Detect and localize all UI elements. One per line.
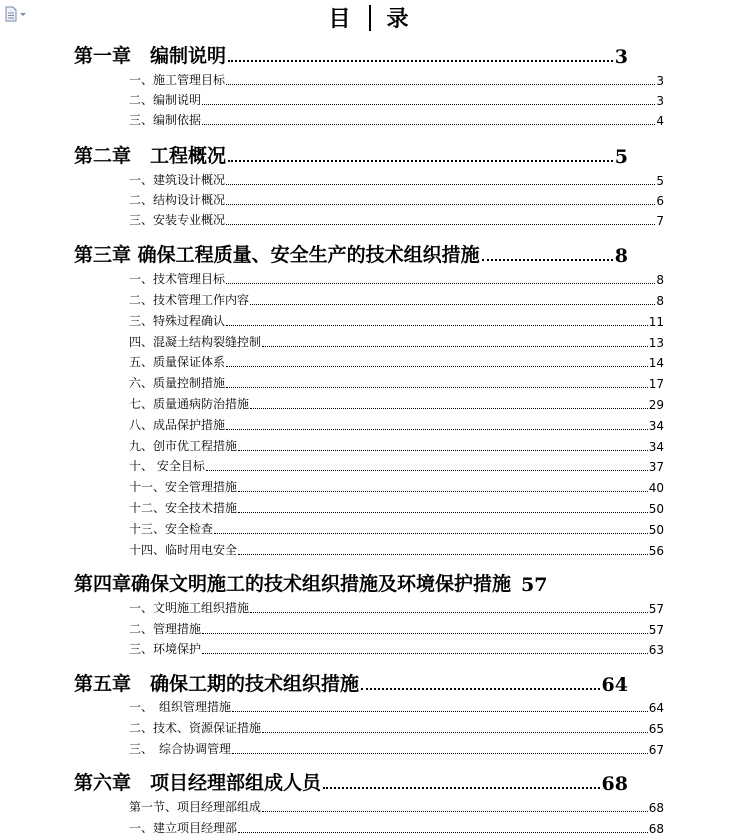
dot-leader: [202, 633, 648, 634]
text-cursor: [369, 5, 371, 31]
dot-leader: [226, 184, 655, 185]
entry-title: 三、安装专业概况: [129, 213, 226, 227]
dot-leader: [202, 104, 655, 105]
dot-leader: [238, 450, 648, 451]
entry-title: 一、建筑设计概况: [129, 173, 226, 187]
entry-page-number: 5: [656, 174, 664, 188]
entry-title: 九、创市优工程措施: [129, 439, 238, 453]
entry-title: 三、环境保护: [129, 642, 202, 656]
toc-chapter[interactable]: [74, 767, 628, 795]
dot-leader: [238, 491, 648, 492]
chapter-title: 第二章 工程概况: [74, 145, 227, 167]
entry-page-number: 40: [648, 481, 664, 495]
entry-page-number: 7: [656, 214, 664, 228]
dot-leader: [226, 283, 655, 284]
toc-entry[interactable]: [129, 311, 664, 329]
toc-chapter[interactable]: [74, 668, 628, 696]
entry-page-number: 13: [648, 336, 664, 350]
entry-page-number: 29: [648, 398, 664, 412]
dot-leader: [226, 84, 655, 85]
dot-leader: [250, 612, 648, 613]
toc-entry[interactable]: [129, 373, 664, 391]
toc-entry[interactable]: [129, 415, 664, 433]
toc-title-right: 录: [386, 6, 411, 32]
entry-page-number: 50: [648, 523, 664, 537]
entry-title: 十三、安全检查: [129, 522, 214, 536]
entry-title: 一、建立项目经理部: [129, 821, 238, 835]
dot-leader: [228, 60, 613, 62]
entry-title: 七、质量通病防治措施: [129, 397, 250, 411]
entry-title: 二、编制说明: [129, 93, 202, 107]
entry-title: 第一节、项目经理部组成: [129, 800, 262, 814]
entry-page-number: 14: [648, 356, 664, 370]
dot-leader: [238, 832, 648, 833]
entry-page-number: 37: [648, 460, 664, 474]
toc-entry[interactable]: [129, 718, 664, 736]
chapter-title: 第四章确保文明施工的技术组织措施及环境保护措施: [74, 573, 512, 595]
entry-title: 五、质量保证体系: [129, 355, 226, 369]
entry-page-number: 63: [648, 643, 664, 657]
toc-chapter[interactable]: [74, 568, 634, 596]
entry-title: 一、文明施工组织措施: [129, 601, 250, 615]
toc-title: [0, 2, 739, 33]
toc-entry[interactable]: [129, 436, 664, 454]
entry-page-number: 34: [648, 419, 664, 433]
dot-leader: [250, 304, 655, 305]
dot-leader: [232, 753, 648, 754]
entry-title: 二、结构设计概况: [129, 193, 226, 207]
toc-entry[interactable]: [129, 519, 664, 537]
entry-title: 一、技术管理目标: [129, 272, 226, 286]
toc-entry[interactable]: [129, 619, 664, 637]
entry-page-number: 8: [656, 273, 664, 287]
toc-entry[interactable]: [129, 498, 664, 516]
toc-entry[interactable]: [129, 352, 664, 370]
chapter-page-number: 8: [614, 245, 628, 267]
toc-chapter[interactable]: [74, 239, 628, 267]
entry-page-number: 56: [648, 544, 664, 558]
toc-entry[interactable]: [129, 456, 664, 474]
toc-entry[interactable]: [129, 190, 664, 208]
entry-title: 三、编制依据: [129, 113, 202, 127]
toc-entry[interactable]: [129, 739, 664, 757]
toc-chapter[interactable]: [74, 140, 628, 168]
dot-leader: [226, 224, 655, 225]
dot-leader: [232, 711, 648, 712]
chapter-title: 第五章 确保工期的技术组织措施: [74, 673, 360, 695]
dot-leader: [262, 732, 648, 733]
toc-title-left: 目: [328, 6, 353, 32]
entry-page-number: 67: [648, 743, 664, 757]
chapter-title: 第六章 项目经理部组成人员: [74, 772, 322, 794]
toc-entry[interactable]: [129, 598, 664, 616]
entry-title: 二、技术、资源保证措施: [129, 721, 262, 735]
toc-entry[interactable]: [129, 540, 664, 558]
dot-leader: [323, 787, 600, 789]
dot-leader: [226, 366, 648, 367]
dot-leader: [202, 653, 648, 654]
dot-leader: [214, 533, 648, 534]
entry-page-number: 4: [656, 114, 664, 128]
toc-entry[interactable]: [129, 697, 664, 715]
entry-title: 二、管理措施: [129, 622, 202, 636]
entry-page-number: 68: [648, 801, 664, 815]
toc-chapter[interactable]: [74, 40, 628, 68]
entry-page-number: 17: [648, 377, 664, 391]
entry-page-number: 3: [656, 94, 664, 108]
entry-page-number: 6: [656, 194, 664, 208]
chapter-page-number: 57: [521, 574, 548, 596]
dot-leader: [262, 346, 648, 347]
entry-title: 四、混凝土结构裂缝控制: [129, 335, 262, 349]
dot-leader: [361, 688, 600, 690]
entry-title: 十、 安全目标: [129, 459, 205, 473]
dot-leader: [250, 408, 648, 409]
toc-entry[interactable]: [129, 269, 664, 287]
dot-leader: [202, 124, 655, 125]
chapter-page-number: 5: [614, 146, 628, 168]
entry-page-number: 50: [648, 502, 664, 516]
entry-title: 六、质量控制措施: [129, 376, 226, 390]
toc-entry[interactable]: [129, 477, 664, 495]
toc-entry[interactable]: [129, 394, 664, 412]
entry-title: 十二、安全技术措施: [129, 501, 238, 515]
entry-page-number: 3: [656, 74, 664, 88]
entry-page-number: 11: [648, 315, 664, 329]
chapter-page-number: 64: [601, 674, 628, 696]
toc-entry[interactable]: [129, 639, 664, 657]
entry-page-number: 64: [648, 701, 664, 715]
dot-leader: [482, 259, 613, 261]
toc-entry[interactable]: [129, 110, 664, 128]
toc-entry[interactable]: [129, 70, 664, 88]
dot-leader: [206, 470, 648, 471]
entry-page-number: 68: [648, 822, 664, 836]
entry-page-number: 34: [648, 440, 664, 454]
dot-leader: [226, 204, 655, 205]
entry-title: 一、 组织管理措施: [129, 700, 232, 714]
chapter-title: 第三章 确保工程质量、安全生产的技术组织措施: [74, 244, 480, 266]
dot-leader: [238, 554, 648, 555]
toc-entry[interactable]: [129, 90, 664, 108]
entry-page-number: 8: [656, 294, 664, 308]
toc-entry[interactable]: [129, 818, 664, 836]
toc-entry[interactable]: [129, 797, 664, 815]
dot-leader: [262, 811, 648, 812]
entry-page-number: 65: [648, 722, 664, 736]
chapter-page-number: 3: [614, 46, 628, 68]
entry-page-number: 57: [648, 623, 664, 637]
entry-title: 一、施工管理目标: [129, 73, 226, 87]
dot-leader: [226, 387, 648, 388]
entry-title: 八、成品保护措施: [129, 418, 226, 432]
entry-title: 十一、安全管理措施: [129, 480, 238, 494]
toc-entry[interactable]: [129, 170, 664, 188]
dot-leader: [226, 429, 648, 430]
entry-title: 三、特殊过程确认: [129, 314, 226, 328]
toc-entry[interactable]: [129, 210, 664, 228]
entry-title: 十四、临时用电安全: [129, 543, 238, 557]
toc-entry[interactable]: [129, 332, 664, 350]
chapter-title: 第一章 编制说明: [74, 45, 227, 67]
dot-leader: [226, 325, 648, 326]
entry-title: 三、 综合协调管理: [129, 742, 232, 756]
dot-leader: [238, 512, 648, 513]
entry-title: 二、技术管理工作内容: [129, 293, 250, 307]
chapter-page-number: 68: [601, 773, 628, 795]
entry-page-number: 57: [648, 602, 664, 616]
dot-leader: [228, 160, 613, 162]
toc-entry[interactable]: [129, 290, 664, 308]
